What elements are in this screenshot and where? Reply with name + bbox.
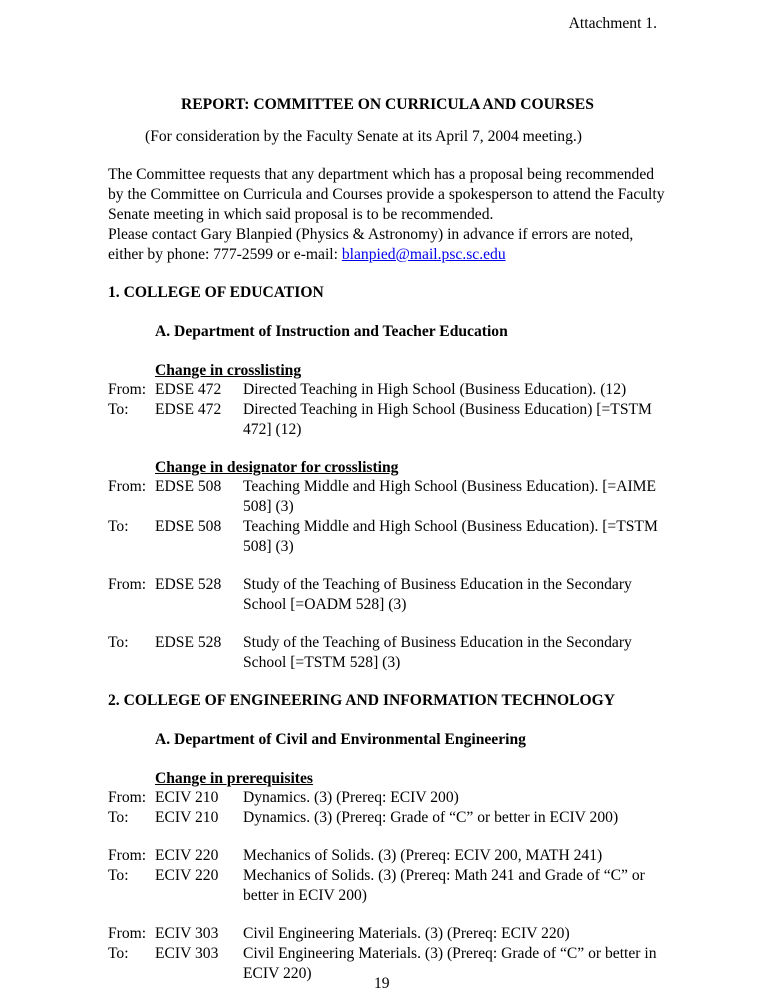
from-label: From: bbox=[108, 576, 147, 593]
course-code: ECIV 220 bbox=[155, 867, 219, 884]
course-description: 508] (3) bbox=[243, 498, 294, 515]
from-label: From: bbox=[108, 847, 147, 864]
course-description: Directed Teaching in High School (Business Education) [=TSTM bbox=[243, 401, 652, 418]
course-description: Mechanics of Solids. (3) (Prereq: ECIV 200, MATH 241) bbox=[243, 847, 603, 864]
course-code: EDSE 508 bbox=[155, 478, 222, 495]
course-description: Dynamics. (3) (Prereq: ECIV 200) bbox=[243, 789, 459, 806]
course-description: School [=OADM 528] (3) bbox=[243, 596, 407, 613]
to-label: To: bbox=[108, 634, 129, 651]
course-code: EDSE 528 bbox=[155, 634, 222, 651]
course-description: ECIV 220) bbox=[243, 965, 312, 982]
course-description: Mechanics of Solids. (3) (Prereq: Math 241 and Grade of “C” or bbox=[243, 867, 645, 884]
course-description: Study of the Teaching of Business Education in the Secondary bbox=[243, 576, 632, 593]
course-description: Civil Engineering Materials. (3) (Prereq: ECIV 220) bbox=[243, 925, 570, 942]
report-subtitle: (For consideration by the Faculty Senate at its April 7, 2004 meeting.) bbox=[145, 128, 582, 145]
intro-line: Senate meeting in which said proposal is to be recommended. bbox=[108, 206, 494, 223]
course-code: ECIV 210 bbox=[155, 789, 219, 806]
to-label: To: bbox=[108, 401, 129, 418]
contact-text: either by phone: 777-2599 or e-mail: bbox=[108, 246, 342, 263]
course-code: ECIV 303 bbox=[155, 925, 219, 942]
change-type-heading: Change in prerequisites bbox=[155, 770, 313, 787]
course-code: EDSE 528 bbox=[155, 576, 222, 593]
intro-line: by the Committee on Curricula and Courses provide a spokesperson to attend the Faculty bbox=[108, 186, 665, 203]
course-description: Directed Teaching in High School (Business Education). (12) bbox=[243, 381, 627, 398]
course-description: 472] (12) bbox=[243, 421, 302, 438]
attachment-label: Attachment 1. bbox=[568, 15, 657, 32]
course-description: Study of the Teaching of Business Education in the Secondary bbox=[243, 634, 632, 651]
from-label: From: bbox=[108, 789, 147, 806]
course-description: Dynamics. (3) (Prereq: Grade of “C” or better in ECIV 200) bbox=[243, 809, 619, 826]
from-label: From: bbox=[108, 478, 147, 495]
to-label: To: bbox=[108, 867, 129, 884]
intro-line: Please contact Gary Blanpied (Physics & Astronomy) in advance if errors are noted, bbox=[108, 226, 634, 243]
intro-line: The Committee requests that any department which has a proposal being recommended bbox=[108, 166, 655, 183]
from-label: From: bbox=[108, 925, 147, 942]
course-code: EDSE 472 bbox=[155, 381, 222, 398]
section-heading: 2. COLLEGE OF ENGINEERING AND INFORMATION TECHNOLOGY bbox=[108, 692, 616, 709]
intro-contact-line bbox=[108, 245, 506, 265]
report-title: REPORT: COMMITTEE ON CURRICULA AND COURSES bbox=[181, 96, 594, 113]
department-heading: A. Department of Civil and Environmental Engineering bbox=[155, 731, 526, 748]
course-description: better in ECIV 200) bbox=[243, 887, 368, 904]
email-link[interactable]: blanpied@mail.psc.sc.edu bbox=[341, 246, 506, 263]
course-code: EDSE 508 bbox=[155, 518, 222, 535]
department-heading: A. Department of Instruction and Teacher Education bbox=[155, 323, 508, 340]
to-label: To: bbox=[108, 945, 129, 962]
change-type-heading: Change in designator for crosslisting bbox=[155, 459, 399, 476]
course-code: EDSE 472 bbox=[155, 401, 222, 418]
course-description: Teaching Middle and High School (Business Education). [=TSTM bbox=[243, 518, 658, 535]
course-code: ECIV 210 bbox=[155, 809, 219, 826]
course-description: Civil Engineering Materials. (3) (Prereq: Grade of “C” or better in bbox=[243, 945, 657, 962]
course-description: Teaching Middle and High School (Business Education). [=AIME bbox=[243, 478, 657, 495]
to-label: To: bbox=[108, 809, 129, 826]
change-type-heading: Change in crosslisting bbox=[155, 362, 302, 379]
section-heading: 1. COLLEGE OF EDUCATION bbox=[108, 284, 324, 301]
to-label: To: bbox=[108, 518, 129, 535]
from-label: From: bbox=[108, 381, 147, 398]
course-description: 508] (3) bbox=[243, 538, 294, 555]
course-code: ECIV 303 bbox=[155, 945, 219, 962]
course-description: School [=TSTM 528] (3) bbox=[243, 654, 401, 671]
page-number: 19 bbox=[374, 975, 390, 992]
course-code: ECIV 220 bbox=[155, 847, 219, 864]
